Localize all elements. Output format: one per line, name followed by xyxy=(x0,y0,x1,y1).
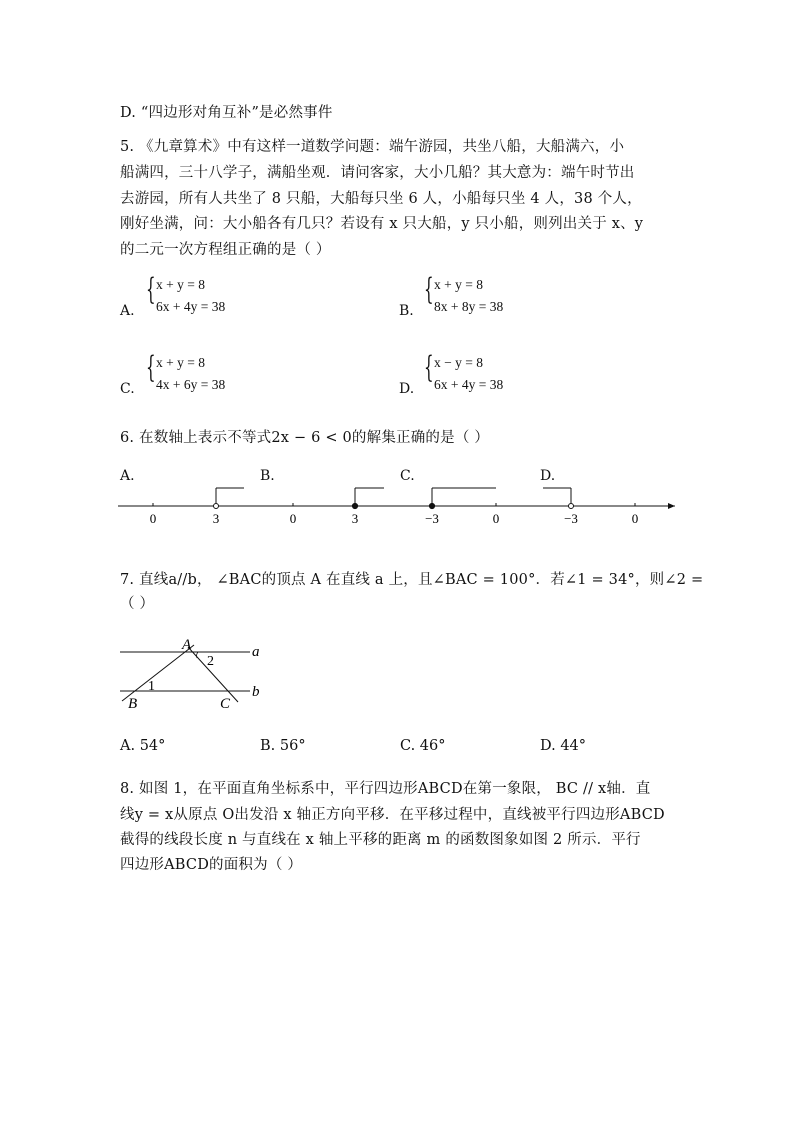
tick-label: 0 xyxy=(631,511,639,526)
equation-2: 8x + 8y = 38 xyxy=(434,299,504,314)
option-label: D. xyxy=(399,381,415,397)
tick-label: 3 xyxy=(212,511,220,526)
angle-1-label: 1 xyxy=(148,679,155,694)
equation-1: x + y = 8 xyxy=(434,277,483,292)
segment-ab xyxy=(122,645,194,701)
q6-option-a-label[interactable]: A. xyxy=(120,468,135,484)
q8-line-4: 四边形ABCD的面积为（ ） xyxy=(120,857,303,873)
q7-option-a[interactable]: A. 54° xyxy=(120,738,166,754)
point-c-label: C xyxy=(220,696,231,712)
brace-icon: { xyxy=(424,350,434,385)
q5-line-5: 的二元一次方程组正确的是（ ） xyxy=(120,242,331,258)
point-a-label: A xyxy=(182,637,192,653)
q6-number-lines xyxy=(0,480,794,530)
option-label: B. xyxy=(399,303,414,319)
q7-option-b[interactable]: B. 56° xyxy=(260,738,306,754)
solid-dot xyxy=(352,503,357,508)
tick-label: 3 xyxy=(351,511,359,526)
option-label: A. xyxy=(120,303,135,319)
brace-icon: { xyxy=(146,350,156,385)
q7-figure xyxy=(110,630,280,715)
equation-1: x + y = 8 xyxy=(156,355,205,370)
equation-2: 6x + 4y = 38 xyxy=(156,299,226,314)
equation-1: x − y = 8 xyxy=(434,355,483,370)
tick-label: 0 xyxy=(289,511,297,526)
equation-2: 6x + 4y = 38 xyxy=(434,377,504,392)
q5-line-4: 刚好坐满，问：大小船各有几只？若设有 x 只大船，y 只小船，则列出关于 x、y xyxy=(120,216,644,232)
q7-stem-continued: （ ） xyxy=(120,596,155,612)
q6-option-b-label[interactable]: B. xyxy=(260,468,275,484)
tick-label: −3 xyxy=(564,511,578,526)
tick-label: −3 xyxy=(425,511,439,526)
q6-stem: 6. 在数轴上表示不等式2x − 6 < 0的解集正确的是（ ） xyxy=(120,430,490,446)
q8-line-1: 8. 如图 1，在平面直角坐标系中，平行四边形ABCD在第一象限， BC // x轴．直 xyxy=(120,781,651,797)
q7-option-d[interactable]: D. 44° xyxy=(540,738,587,754)
equation-1: x + y = 8 xyxy=(156,277,205,292)
brace-icon: { xyxy=(424,272,434,307)
q6-option-c-axis xyxy=(425,488,499,526)
option-label: C. xyxy=(120,381,135,397)
q6-option-d-axis xyxy=(543,488,638,526)
q7-stem: 7. 直线a//b， ∠BAC的顶点 A 在直线 a 上，且∠BAC = 100°．若∠1 = 34°，则∠2 = xyxy=(120,572,704,588)
tick-label: 0 xyxy=(149,511,157,526)
line-b-label: b xyxy=(252,684,260,700)
q5-line-1: 5. 《九章算术》中有这样一道数学问题：端午游园，共坐八船，大船满六，小 xyxy=(120,139,625,155)
point-b-label: B xyxy=(128,696,138,712)
tick-label: 0 xyxy=(492,511,500,526)
open-dot xyxy=(214,504,219,509)
q6-option-b-axis xyxy=(290,488,384,526)
q6-option-c-label[interactable]: C. xyxy=(400,468,415,484)
q7-option-c[interactable]: C. 46° xyxy=(400,738,446,754)
angle-2-label: 2 xyxy=(207,654,214,669)
q6-option-d-label[interactable]: D. xyxy=(540,468,556,484)
q4-option-d: D. “四边形对角互补”是必然事件 xyxy=(120,105,333,121)
open-dot xyxy=(569,504,574,509)
q6-option-a-axis xyxy=(150,488,244,526)
solid-dot xyxy=(429,503,434,508)
equation-2: 4x + 6y = 38 xyxy=(156,377,226,392)
q5-line-3: 去游园，所有人共坐了 8 只船，大船每只坐 6 人，小船每只坐 4 人，38 个人， xyxy=(120,191,642,207)
line-a-label: a xyxy=(252,644,260,660)
brace-icon: { xyxy=(146,272,156,307)
q8-line-2: 线y = x从原点 O出发沿 x 轴正方向平移．在平移过程中，直线被平行四边形ABCD xyxy=(120,807,665,823)
q8-line-3: 截得的线段长度 n 与直线在 x 轴上平移的距离 m 的函数图象如图 2 所示．平行 xyxy=(120,832,641,848)
q5-line-2: 船满四，三十八学子，满船坐观．请问客家，大小几船？其大意为：端午时节出 xyxy=(120,165,635,181)
